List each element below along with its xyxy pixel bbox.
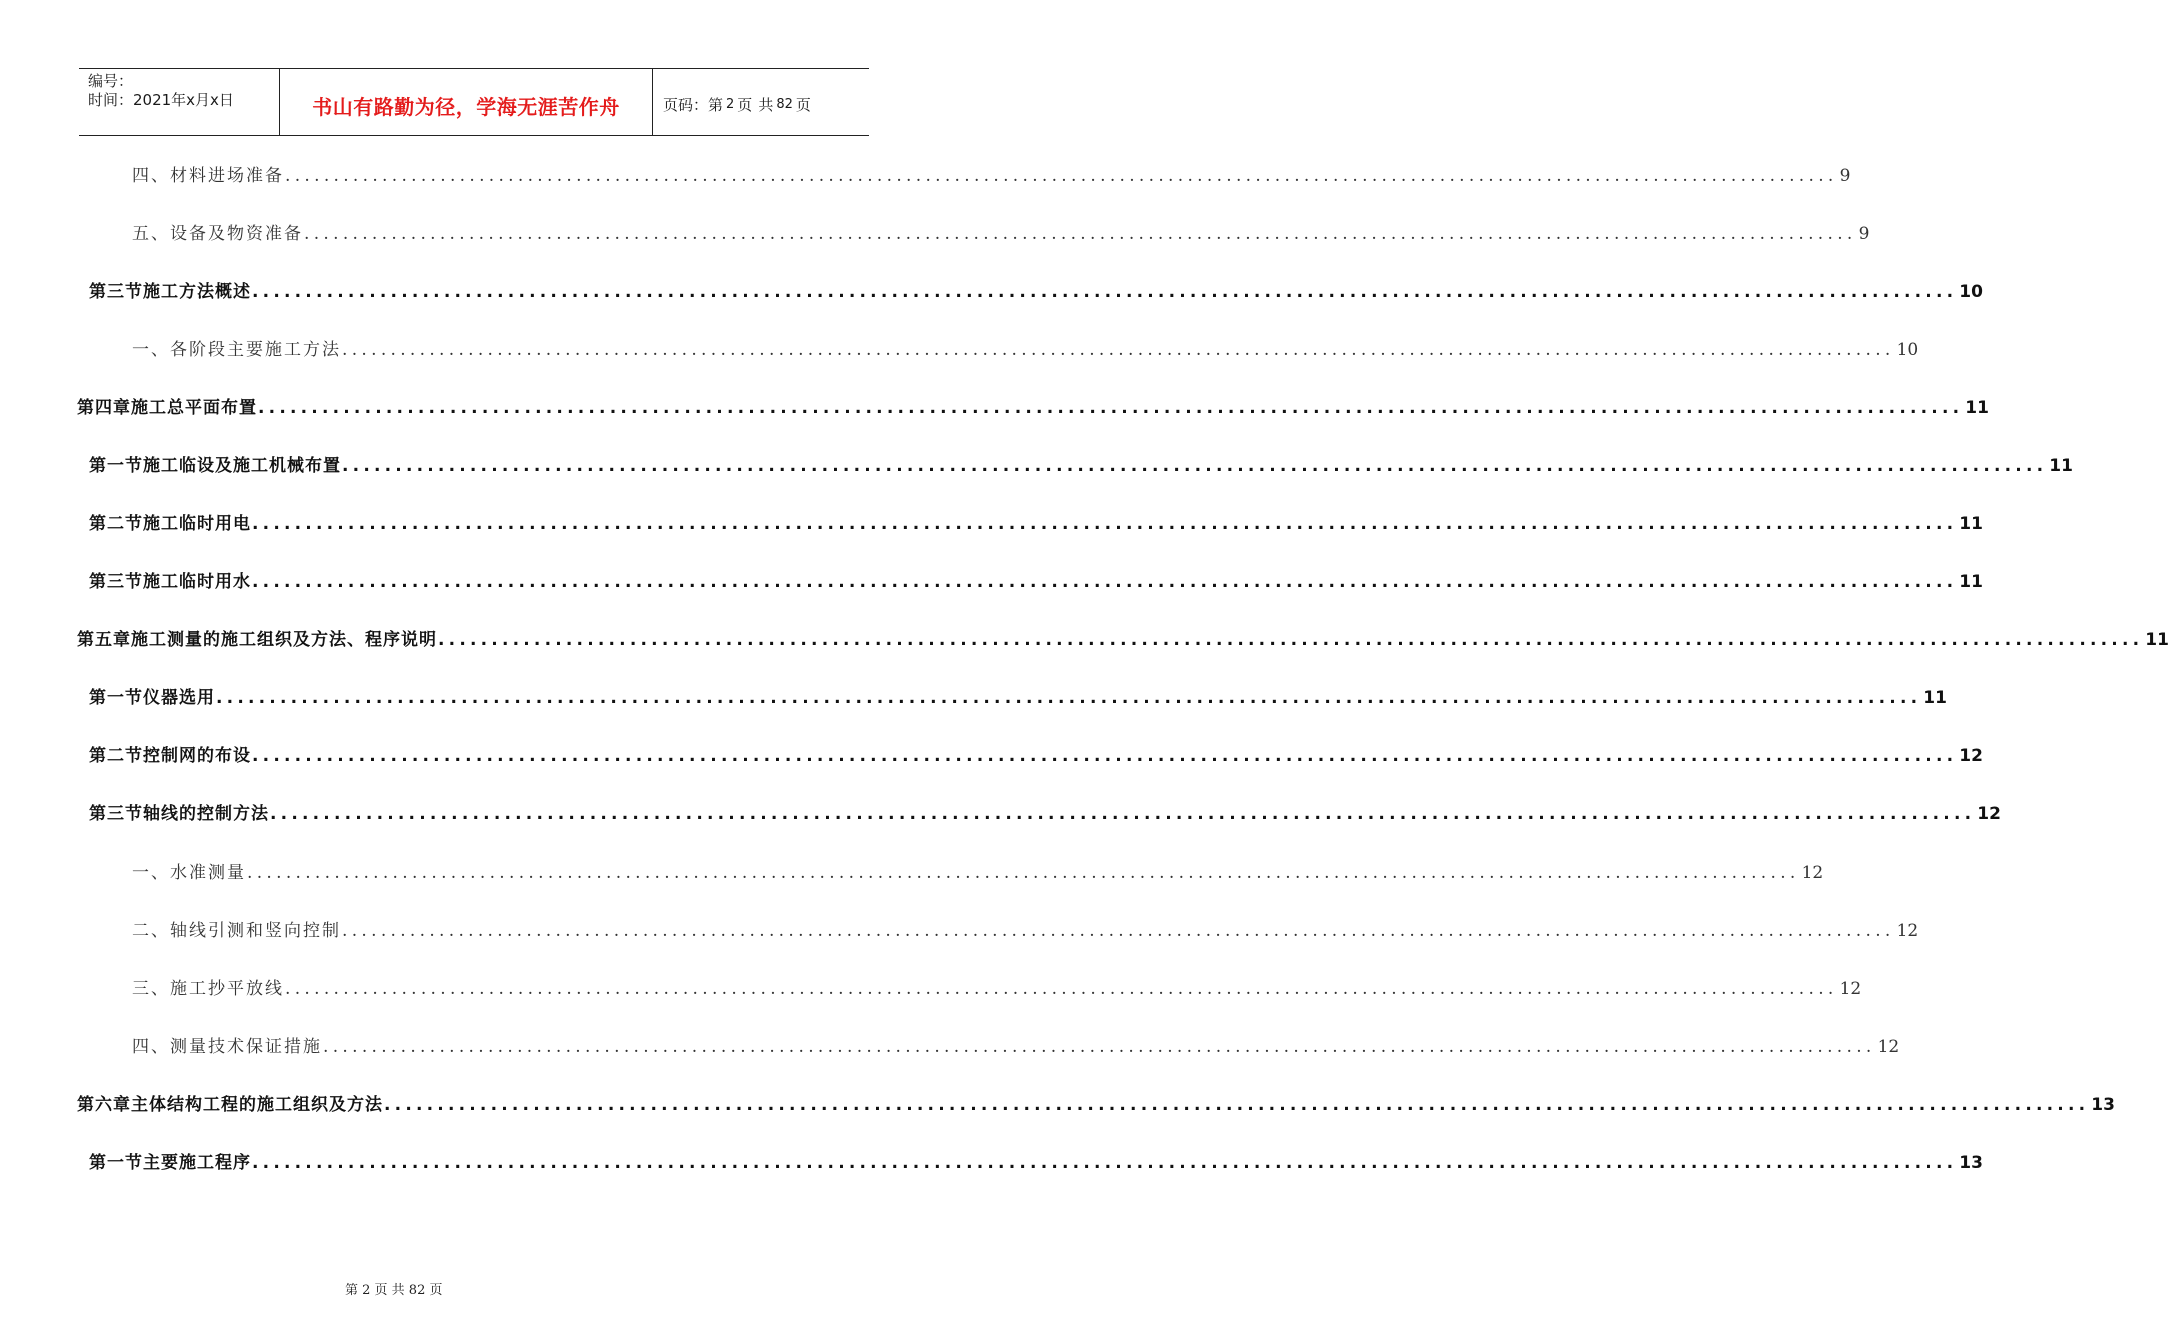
toc-page-number: 13 [2091,1095,2115,1115]
toc-page-number: 9 [1839,166,1851,186]
header-page-mid: 页 [737,95,753,114]
toc-page-number: 12 [1959,746,1983,766]
toc-page-number: 12 [1839,979,1862,999]
footer-page-text: 第 2 页 共 82 页 [345,1283,443,1298]
toc-entry-label: 四、材料进场准备 [132,166,284,186]
toc-entry[interactable] [77,622,2169,650]
toc-entry[interactable] [89,680,1947,708]
header-page-number: 2 [726,96,735,112]
toc-entry[interactable] [77,390,1989,418]
toc-entry-title: 控制网的布设 [143,746,251,766]
toc-entry[interactable] [89,796,2001,824]
toc-leader-dots: ................................................................................................................................................................ [342,340,1895,360]
toc-entry-title: 主要施工程序 [143,1153,251,1173]
toc-page-number: 11 [2145,630,2169,650]
page-header [79,68,869,136]
toc-page-number: 13 [1959,1153,1983,1173]
toc-page-number: 11 [2049,456,2073,476]
header-total-prefix: 共 [758,95,774,114]
toc-leader-dots: ................................................................................................................................................................ [216,688,1922,708]
toc-page-number: 11 [1965,398,1989,418]
toc-entry-title: 轴线的控制方法 [143,804,269,824]
header-motto-text: 书山有路勤为径，学海无涯苦作舟 [312,94,620,119]
header-page-prefix: 页码：第 [663,95,724,114]
toc-entry-label: 第一节 [89,456,143,476]
toc-entry-label: 一、各阶段主要施工方法 [132,340,341,360]
toc-entry-label: 三、施工抄平放线 [132,979,284,999]
header-page-info [653,69,869,135]
toc-leader-dots: ................................................................................................................................................................ [252,746,1958,766]
toc-leader-dots: ................................................................................................................................................................ [252,572,1958,592]
toc-entry-label: 第二节 [89,746,143,766]
toc-entry-title: 施工临时用电 [143,514,251,534]
toc-page-number: 11 [1959,572,1983,592]
toc-entry-label: 第一节 [89,1153,143,1173]
toc-entry[interactable] [132,913,1919,941]
toc-entry[interactable] [89,274,1983,302]
toc-entry-label: 第四章 [77,398,131,418]
toc-entry-label: 二、轴线引测和竖向控制 [132,921,341,941]
toc-page-number: 9 [1858,224,1870,244]
toc-entry-label: 第二节 [89,514,143,534]
toc-leader-dots: ................................................................................................................................................................ [258,398,1964,418]
header-total-suffix: 页 [795,95,811,114]
toc-entry-label: 五、设备及物资准备 [132,224,303,244]
toc-entry[interactable] [89,448,2073,476]
header-motto [280,69,653,135]
header-meta [79,69,280,135]
toc-entry-label: 第五章 [77,630,131,650]
toc-entry[interactable] [132,158,1851,186]
toc-entry-label: 四、测量技术保证措施 [132,1037,322,1057]
toc-entry-title: 施工总平面布置 [131,398,257,418]
toc-leader-dots: ................................................................................................................................................................ [270,804,1976,824]
header-total-number: 82 [776,96,793,112]
toc-entry-title: 施工临时用水 [143,572,251,592]
toc-page-number: 10 [1896,340,1919,360]
toc-leader-dots: ................................................................................................................................................................ [342,921,1895,941]
toc-page-number: 12 [1877,1037,1900,1057]
toc-entry-title: 仪器选用 [143,688,215,708]
toc-leader-dots: ................................................................................................................................................................ [342,456,2048,476]
toc-entry-title: 施工方法概述 [143,282,251,302]
toc-entry-label: 第三节 [89,282,143,302]
toc-entry[interactable] [132,1029,1900,1057]
toc-page-number: 12 [1801,863,1824,883]
toc-entry-label: 一、水准测量 [132,863,246,883]
toc-leader-dots: ................................................................................................................................................................ [304,224,1857,244]
toc-leader-dots: ................................................................................................................................................................ [438,630,2144,650]
toc-entry-label: 第三节 [89,804,143,824]
toc-entry-label: 第六章 [77,1095,131,1115]
toc-entry-label: 第一节 [89,688,143,708]
page-footer [0,1279,950,1298]
toc-leader-dots: ................................................................................................................................................................ [285,979,1838,999]
toc-page-number: 10 [1959,282,1983,302]
toc-entry[interactable] [132,216,1870,244]
toc-page-number: 11 [1923,688,1947,708]
toc-entry-title: 施工测量的施工组织及方法、程序说明 [131,630,437,650]
toc-entry-label: 第三节 [89,572,143,592]
toc-leader-dots: ................................................................................................................................................................ [384,1095,2090,1115]
toc-entry[interactable] [132,332,1919,360]
header-time-label: 时间：2021年x月x日 [88,91,234,109]
toc-leader-dots: ................................................................................................................................................................ [323,1037,1876,1057]
toc-page-number: 12 [1896,921,1919,941]
toc-page-number: 12 [1977,804,2001,824]
toc-entry[interactable] [132,855,1824,883]
toc-leader-dots: ................................................................................................................................................................ [252,1153,1958,1173]
toc-entry[interactable] [89,564,1983,592]
toc-page-number: 11 [1959,514,1983,534]
toc-entry[interactable] [89,506,1983,534]
toc-entry-title: 施工临设及施工机械布置 [143,456,341,476]
toc-entry[interactable] [77,1087,2115,1115]
toc-leader-dots: ................................................................................................................................................................ [285,166,1838,186]
toc-entry[interactable] [89,1145,1983,1173]
toc-leader-dots: ................................................................................................................................................................ [252,514,1958,534]
toc-leader-dots: ................................................................................................................................................................ [252,282,1958,302]
toc-leader-dots: ................................................................................................................................................................ [247,863,1800,883]
toc-entry[interactable] [89,738,1983,766]
toc-entry-title: 主体结构工程的施工组织及方法 [131,1095,383,1115]
toc-entry[interactable] [132,971,1862,999]
header-code-label: 编号： [88,72,134,90]
